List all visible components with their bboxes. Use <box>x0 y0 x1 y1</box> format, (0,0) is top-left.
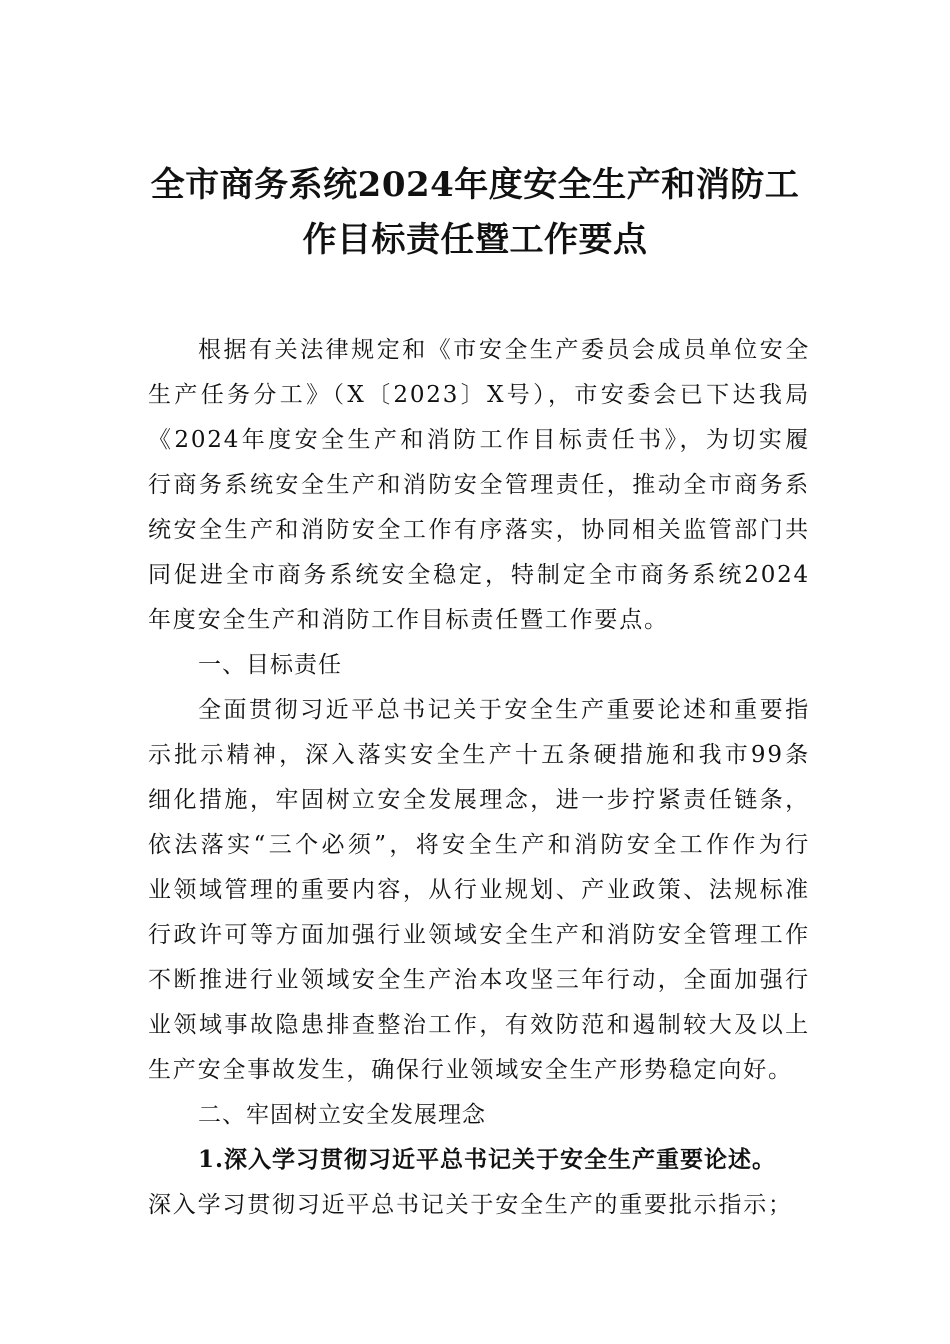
section-heading-1: 一、目标责任 <box>198 652 342 678</box>
section-1-paragraph-line-1: 全面贯彻习近平总书记关于安全生产重要论述和重要指 <box>198 697 810 723</box>
intro-paragraph-line-3: 《2024年度安全生产和消防工作目标责任书》，为切实履 <box>148 427 810 453</box>
section-1-paragraph-line-6: 行政许可等方面加强行业领域安全生产和消防安全管理工作 <box>148 922 810 948</box>
section-1-paragraph-line-5: 业领域管理的重要内容，从行业规划、产业政策、法规标准 <box>148 877 810 903</box>
intro-paragraph-line-4: 行商务系统安全生产和消防安全管理责任，推动全市商务系 <box>148 472 810 498</box>
intro-paragraph-line-5: 统安全生产和消防安全工作有序落实，协同相关监管部门共 <box>148 517 810 543</box>
intro-paragraph-line-6: 同促进全市商务系统安全稳定，特制定全市商务系统2024 <box>148 562 810 588</box>
section-1-paragraph-line-4: 依法落实“三个必须”，将安全生产和消防安全工作作为行 <box>148 832 810 858</box>
intro-paragraph-line-7: 年度安全生产和消防工作目标责任暨工作要点。 <box>148 607 669 633</box>
intro-paragraph-line-2: 生产任务分工》（X〔2023〕X号），市安委会已下达我局 <box>148 382 810 408</box>
section-heading-2: 二、牢固树立安全发展理念 <box>198 1102 486 1128</box>
document-title-line-2: 作目标责任暨工作要点 <box>302 220 648 260</box>
subsection-1-paragraph-line-1: 深入学习贯彻习近平总书记关于安全生产的重要批示指示； <box>148 1192 793 1218</box>
section-1-paragraph-line-9: 生产安全事故发生，确保行业领域安全生产形势稳定向好。 <box>148 1057 793 1083</box>
section-1-paragraph-line-8: 业领域事故隐患排查整治工作，有效防范和遏制较大及以上 <box>148 1012 810 1038</box>
section-1-paragraph-line-3: 细化措施，牢固树立安全发展理念，进一步拧紧责任链条， <box>148 787 810 813</box>
intro-paragraph-line-1: 根据有关法律规定和《市安全生产委员会成员单位安全 <box>198 337 810 363</box>
section-1-paragraph-line-7: 不断推进行业领域安全生产治本攻坚三年行动，全面加强行 <box>148 967 810 993</box>
subsection-heading-1: 1.深入学习贯彻习近平总书记关于安全生产重要论述。 <box>198 1146 777 1173</box>
section-1-paragraph-line-2: 示批示精神，深入落实安全生产十五条硬措施和我市99条 <box>148 742 810 768</box>
document-title-line-1: 全市商务系统2024年度安全生产和消防工 <box>150 165 800 205</box>
